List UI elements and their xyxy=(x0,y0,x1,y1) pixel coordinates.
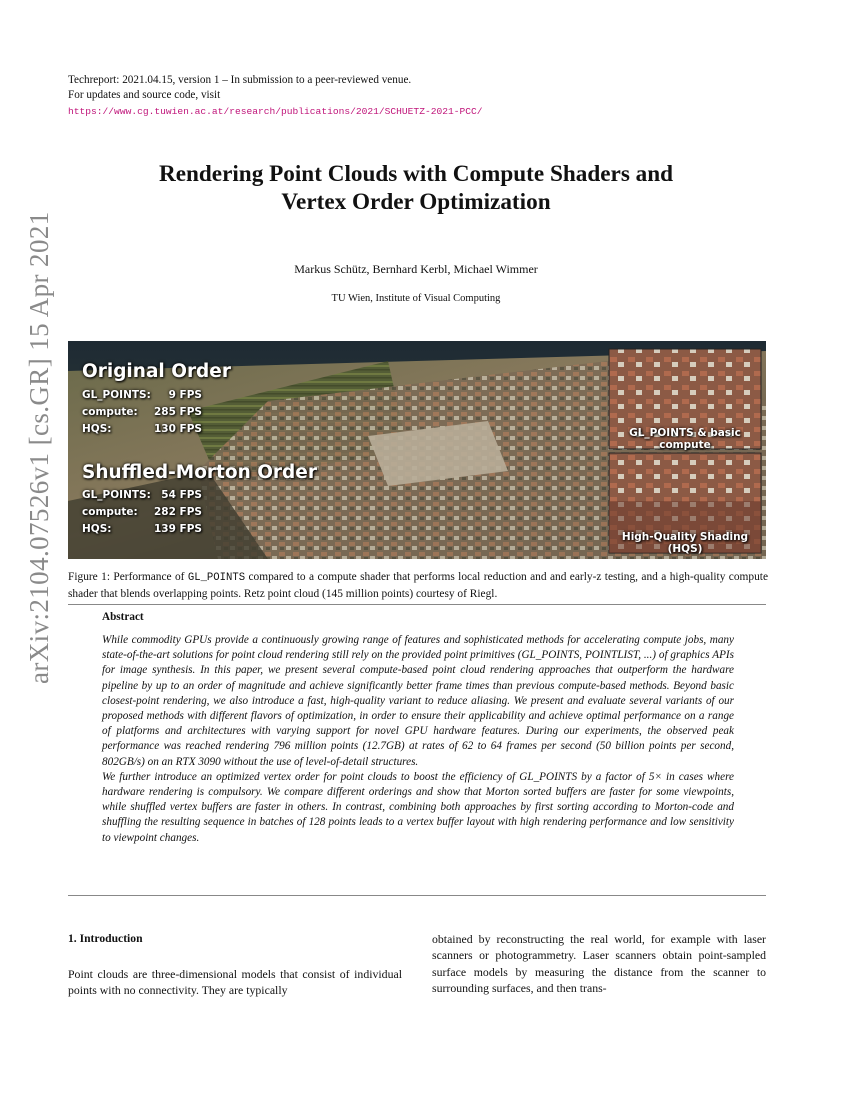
arxiv-stamp: arXiv:2104.07526v1 [cs.GR] 15 Apr 2021 xyxy=(24,211,54,684)
updates-note: For updates and source code, visit xyxy=(68,89,221,101)
intro-right-column: obtained by reconstructing the real world, for example with laser scanners or photogrammetry. Laser scanners obtain point-sampled surface models by measuring the distance from the scanner to surrounding surfaces, and then trans- xyxy=(432,932,766,996)
stats-row: GL_POINTS: 9 FPS xyxy=(82,389,202,401)
project-url-link[interactable]: https://www.cg.tuwien.ac.at/research/publications/2021/SCHUETZ-2021-PCC/ xyxy=(68,106,483,117)
stats-row: compute: 285 FPS xyxy=(82,406,202,418)
abstract-bottom-rule xyxy=(68,895,766,896)
abstract-paragraph-2: We further introduce an optimized vertex order for point clouds to boost the efficiency of GL_POINTS by a factor of 5× in cases where hardware rendering is compulsory. We compare different orderings and show that Morton sorted buffers are faster for some viewpoints, while shuffled vertex buffers are faster in others. In contrast, combining both approaches by first sorting according to Morton-code and shuffling the resulting sequence in batches of 128 points leads to a vertex buffer layout with high rendering performance and low sensitivity to viewpoint changes. xyxy=(102,770,734,844)
figure-caption: Figure 1: Performance of GL_POINTS compared to a compute shader that performs local reduction and and early-z testing, and a high-quality compute shader that blends overlapping points. Retz point cloud (145 million points) courtesy of Riegl. xyxy=(68,571,769,600)
paper-title xyxy=(60,160,772,216)
stats-row: compute: 282 FPS xyxy=(82,506,202,518)
stats-row: HQS: 139 FPS xyxy=(82,523,202,535)
stats-row: HQS: 130 FPS xyxy=(82,423,202,435)
intro-left-column: Point clouds are three-dimensional models that consist of individual points with no connectivity. They are typically xyxy=(68,967,402,998)
techreport-note: Techreport: 2021.04.15, version 1 – In submission to a peer-reviewed venue. xyxy=(68,74,412,86)
inset-bottom-label: High-Quality Shading (HQS) xyxy=(621,531,749,555)
affiliation: TU Wien, Institute of Visual Computing xyxy=(331,293,501,304)
stats-row: GL_POINTS: 54 FPS xyxy=(82,489,202,501)
abstract-paragraph-1: While commodity GPUs provide a continuously growing range of features and sophisticated methods for accelerating compute jobs, many state-of-the-art solutions for point cloud rendering still rely on the provided point primitives (GL_POINTS, POINTLIST, ...) of graphics APIs for image synthesis. In this paper, we present several compute-based point cloud rendering approaches that outperform the hardware pipeline by up to an order of magnitude and achieve significantly better frame times than previous compute-based methods. Beyond basic closest-point rendering, we also introduce a fast, high-quality variant to reduce aliasing. We present and evaluate several variants of our proposed methods with different flavors of optimization, in order to ensure their applicability and achieve optimal performance on a range of platforms and architectures with varying support for novel GPU hardware features. During our experiments, the observed peak performance was reached rendering 796 million points (12.7GB) at rates of 62 to 64 frames per second (50 billion points per second, 802GB/s) on an RTX 3090 without the use of level-of-detail structures. xyxy=(102,634,734,768)
teaser-figure xyxy=(68,341,766,559)
abstract-heading: Abstract xyxy=(102,611,144,623)
authors: Markus Schütz, Bernhard Kerbl, Michael Wimmer xyxy=(294,262,538,276)
abstract-top-rule xyxy=(68,604,766,605)
original-order-stats xyxy=(82,387,202,438)
shuffled-morton-heading: Shuffled-Morton Order xyxy=(82,462,317,483)
inset-top-label: GL_POINTS & basic compute xyxy=(629,427,741,451)
section-heading-introduction: 1. Introduction xyxy=(68,932,143,945)
abstract-body xyxy=(102,633,734,846)
title-line-2: Vertex Order Optimization xyxy=(281,189,551,215)
original-order-heading: Original Order xyxy=(82,361,231,382)
title-line-1: Rendering Point Clouds with Compute Shaders and xyxy=(158,161,674,187)
shuffled-morton-stats xyxy=(82,487,202,538)
